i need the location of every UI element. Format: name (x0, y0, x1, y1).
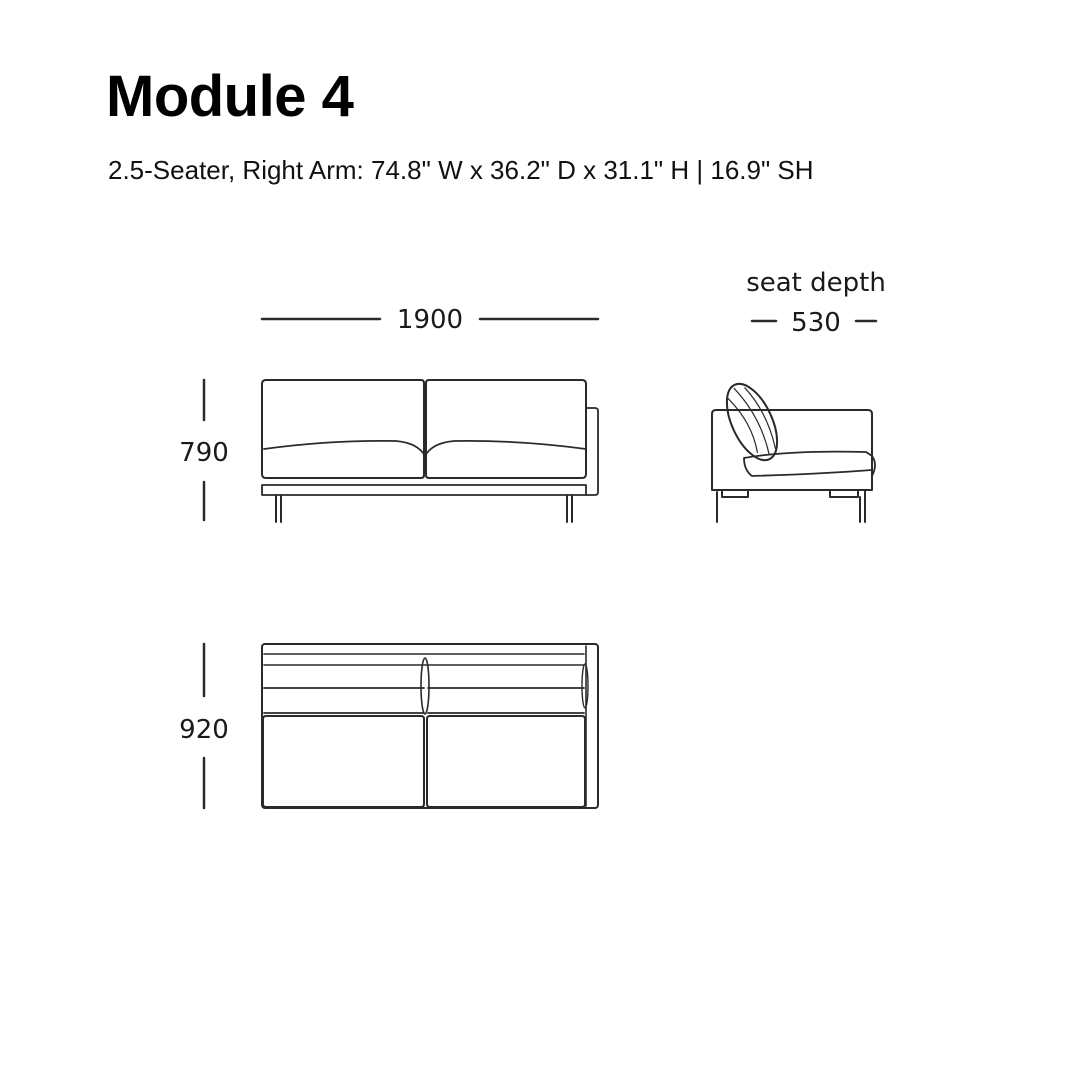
sofa-top-view (262, 644, 598, 808)
seat-depth-dimension (746, 268, 886, 338)
page-title: Module 4 (106, 64, 354, 129)
front-leg-right (567, 495, 572, 522)
front-seat-line-right (425, 441, 586, 456)
top-center-seam (421, 658, 429, 714)
height-dimension (179, 380, 229, 520)
depth-dimension (179, 644, 229, 808)
top-seat-cushion-left (263, 716, 424, 807)
front-right-arm (586, 408, 598, 495)
top-outer-frame (262, 644, 598, 808)
top-seat-cushion-right (427, 716, 585, 807)
front-back-cushion-right (426, 380, 586, 478)
side-foot-right (830, 490, 858, 497)
width-dimension (262, 305, 598, 335)
side-foot-left (722, 490, 748, 497)
sofa-side-view (712, 376, 875, 522)
depth-value: 920 (179, 715, 229, 745)
height-value: 790 (179, 438, 229, 468)
front-leg-left (276, 495, 281, 522)
front-base (262, 485, 586, 495)
seat-depth-value: 530 (791, 308, 841, 338)
side-arm (712, 410, 872, 490)
sofa-front-view (262, 380, 598, 522)
front-back-cushion-left (262, 380, 424, 478)
front-seat-line-left (264, 441, 425, 456)
side-leg-right (860, 490, 865, 522)
side-seat-cushion (744, 452, 872, 476)
top-right-seam (582, 664, 588, 708)
width-value: 1900 (396, 305, 464, 335)
seat-depth-label: seat depth (746, 268, 886, 298)
product-dimensions-summary: 2.5-Seater, Right Arm: 74.8" W x 36.2" D x 31.1" H | 16.9" SH (108, 155, 814, 185)
top-back-cushions (264, 688, 584, 713)
